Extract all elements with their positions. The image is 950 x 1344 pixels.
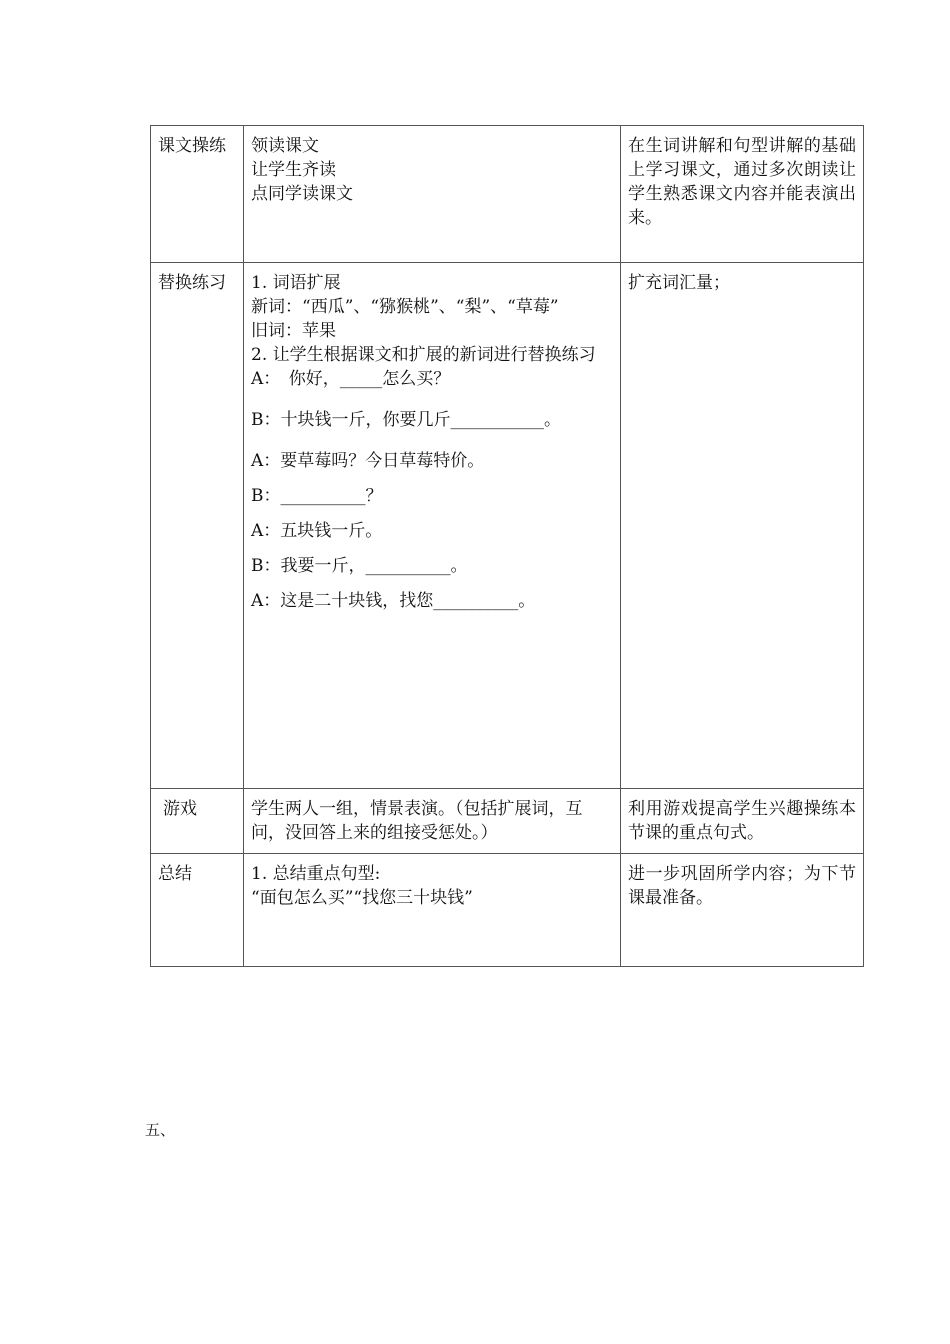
row-label: 替换练习 <box>151 263 244 789</box>
table-row <box>151 789 864 854</box>
content-line: 2. 让学生根据课文和扩展的新词进行替换练习 <box>251 345 596 365</box>
content-line: 点同学读课文 <box>251 184 353 204</box>
row-content <box>244 263 621 789</box>
dialogue-line: A：五块钱一斤。 <box>251 521 383 541</box>
dialogue-line: A：要草莓吗？今日草莓特价。 <box>251 451 485 471</box>
content-line: 1. 总结重点句型: <box>251 864 381 884</box>
row-purpose: 在生词讲解和句型讲解的基础上学习课文，通过多次朗读让学生熟悉课文内容并能表演出来。 <box>621 126 864 263</box>
dialogue-line: B：我要一斤，__________。 <box>251 556 468 576</box>
table-row <box>151 126 864 263</box>
content-line: 旧词：苹果 <box>251 321 336 341</box>
row-label: 总结 <box>151 854 244 967</box>
dialogue-line: B：__________？ <box>251 486 383 506</box>
row-label: 游戏 <box>151 789 244 854</box>
row-purpose: 进一步巩固所学内容；为下节课最准备。 <box>621 854 864 967</box>
dialogue-line: B：十块钱一斤，你要几斤___________。 <box>251 410 561 430</box>
content-line: 新词：“西瓜”、“猕猴桃”、“梨”、“草莓” <box>251 297 559 317</box>
row-content <box>244 854 621 967</box>
row-content <box>244 126 621 263</box>
row-purpose: 利用游戏提高学生兴趣操练本节课的重点句式。 <box>621 789 864 854</box>
dialogue-line: A： 你好，_____怎么买？ <box>251 369 451 389</box>
content-line: “面包怎么买”“找您三十块钱” <box>251 888 473 908</box>
row-label: 课文操练 <box>151 126 244 263</box>
content-line: 1. 词语扩展 <box>251 273 341 293</box>
content-line: 让学生齐读 <box>251 160 336 180</box>
row-content: 学生两人一组，情景表演。（包括扩展词，互问，没回答上来的组接受惩处。） <box>244 789 621 854</box>
table-row <box>151 263 864 789</box>
lesson-plan-table <box>150 125 864 967</box>
section-heading: 五、 <box>145 1121 176 1139</box>
table-row <box>151 854 864 967</box>
row-purpose: 扩充词汇量； <box>621 263 864 789</box>
content-line: 领读课文 <box>251 136 319 156</box>
dialogue-line: A：这是二十块钱，找您__________。 <box>251 591 536 611</box>
